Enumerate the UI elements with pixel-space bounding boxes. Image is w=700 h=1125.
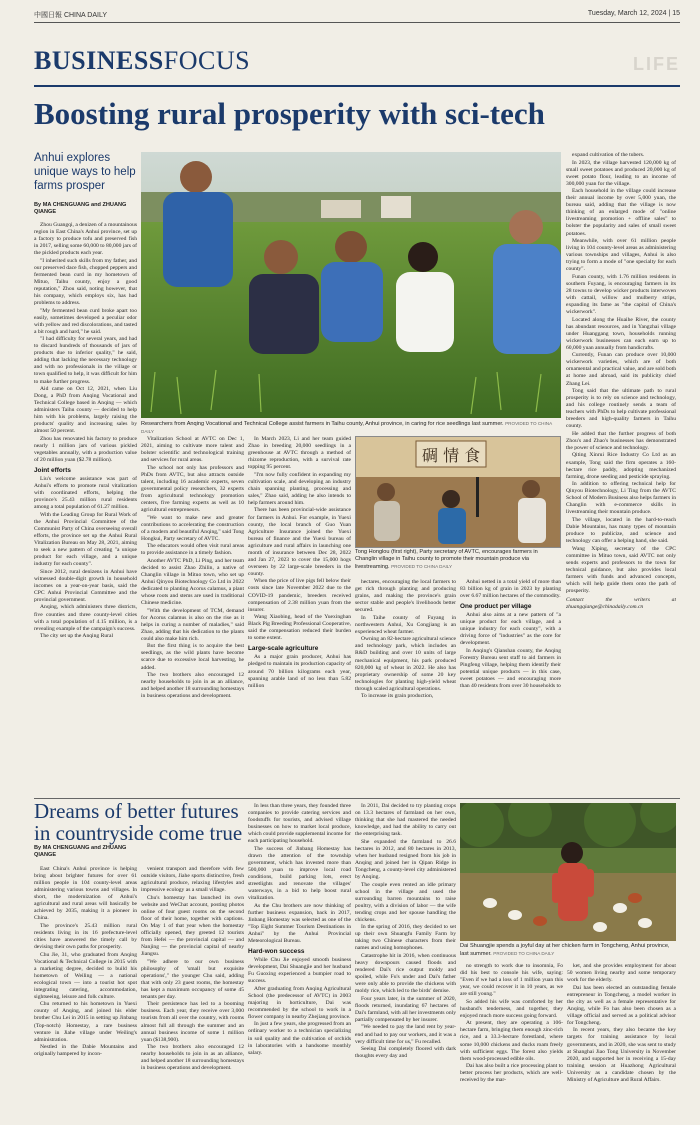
- story1-column-3: [248, 436, 351, 792]
- paragraph: Currently, Funan can produce over 10,000 wickerwork varieties, which are of both ornamental and practical value, and are sold both at home and abroad, said its publicity chief Zhang Lei.: [566, 352, 676, 387]
- paragraph: Dai has also built a rice processing plant to better process her products, which are well-received by the mar-: [460, 1063, 563, 1084]
- paragraph: The educators would often visit rural areas to provide assistance in a timely fashion.: [141, 543, 244, 557]
- story2-column-2: [141, 866, 244, 1120]
- paragraph: The two brothers also encouraged 12 nearby households to join in as an alliance, and helped another 18 surrounding homestays in business operations and development.: [141, 672, 244, 700]
- paragraph: Catastrophe hit in 2016, when continuous heavy downpours caused floods and rendered Dai's rice output moldy and spoiled, while Fu's under and Dai's father were only able to provide the chickens with moldy rice, which led to the birds' demise.: [355, 952, 456, 995]
- paragraph: Since 2012, rural denizens in Anhui have witnessed double-digit growth in household incomes on a year-on-year basis, said the CPC Anhui Provincial Committee and the provincial government.: [34, 568, 137, 603]
- paragraph: In just a few years, she progressed from an ordinary worker to a technician specializing in soil quality and the cultivation of orchids in laboratories with a handsome monthly salary.: [248, 1021, 351, 1056]
- photo3-caption: [460, 943, 676, 958]
- photo2-caption-text: Tong Honglou (first right), Party secretary of AVTC, encourages farmers in Changlin village in Taihu county to promote their mountain produce via livestreaming.: [355, 549, 538, 570]
- paragraph: Zhou has renovated his factory to produce nearly 1 million jars of various pickled vegetables annually, with a production value of 20 million yuan ($2.78 million).: [34, 435, 137, 464]
- story1-column-4: [355, 579, 456, 792]
- story2-column-3: [248, 803, 351, 1120]
- paragraph: In 2011, Dai decided to try planting crops on 13.3 hectares of farmland on her own, thinking that she had mastered the needed knowledge, and had the ability to carry out the enterprising task.: [355, 803, 456, 838]
- photo2-caption: [355, 549, 561, 571]
- paragraph: As a major grain producer, Anhui has pledged to maintain its production capacity of around 70 billion kilograms each year, spanning arable land of no less than 5.82 million: [248, 654, 351, 689]
- story2-column-5: [460, 963, 563, 1120]
- story2-headline: Dreams of better futures in countryside come true: [34, 799, 243, 846]
- paragraph: The village, located in the hard-to-reach Dabie Mountains, has many types of mountain produce to publicize, and science and technology can offer a helping hand, she said.: [566, 516, 676, 545]
- paragraph: Each household in the village could increase their annual income by over 5,000 yuan, the bureau said, adding that the village is now thinking of an enlarged mode of "online livestreaming promotion + offline sales" to bolster the popularity and sales of small sweet potatoes.: [566, 188, 676, 237]
- paragraph: Four years later, in the summer of 2020, floods returned, inundating 67 hectares of Dai's farmland, with all her investments only partially compensated by her insurer.: [355, 995, 456, 1023]
- section-title: [34, 48, 250, 74]
- paragraph: venient transport and therefore with few outside visitors, Jiahe sports distinctive, fresh agricultural produce, relaxing lifestyles and impressive ecology as a small village.: [141, 866, 244, 894]
- livestreaming-photo-art: [356, 437, 560, 547]
- paragraph: East China's Anhui province is helping bring about brighter futures for over 61 million people in 104 county-level areas administering various towns and villages. In short, the modernization of Anhui's agricultural and rural areas will basically be achieved by 2035, making it a pioneer in China.: [34, 866, 137, 922]
- section-focus: FOCUS: [163, 46, 251, 75]
- paragraph: Another AVTC PhD, Li Ping, and her team decided to assist Zhao Zhilin, a native of Changlin village in Mituo town, who set up Anhui Qinyou Biotechnology Co Ltd in 2022 dedicated to planting Acorus calamus, a plant whose roots and stems are used in traditional Chinese medicine.: [141, 557, 244, 607]
- paragraph: So added his wife was comforted by her husband's tenderness, and together, they enjoyed much more success going forward.: [460, 998, 563, 1019]
- photo2-credit: PROVIDED TO CHINA DAILY: [391, 564, 453, 569]
- paragraph: Seeing Dai completely floored with dark thoughts every day and: [355, 1046, 456, 1060]
- paragraph: "I had difficulty for several years, and had to discard hundreds of thousands of jars of products due to inferior quality," he said, adding that lacking the necessary technology and with no professionals in the village or town qualified to help, it was difficult for him to make further progress.: [34, 336, 137, 385]
- paragraph: Tong said that the ultimate path to rural prosperity is to rely on science and technology, and his college routinely sends a team of teachers with PhDs to help cultivate professional breeders and high-quality farmers in Taihu county.: [566, 388, 676, 430]
- subhead-joint-efforts: Joint efforts: [34, 467, 71, 475]
- paragraph: The success of Jinbang Homestay has drawn the attention of the township government, which has invested more than 500,000 yuan to improve local road conditions, build parking lots, erect streetlights and renovate the villages' waterways, in a bid to help boost rural vitalization.: [248, 845, 351, 902]
- story1-column-6: [566, 152, 676, 788]
- subhead-one-product-per-village: One product per village: [460, 603, 532, 611]
- story2-column-6: [567, 963, 676, 1120]
- paragraph: hectares, encouraging the local farmers to get rich through planting and producing grains, and making the province's grain sector stable and people's livelihoods better secured.: [355, 579, 456, 614]
- paragraph: Chu's homestay has launched its own website and WeChat account, posting photos online of four guest rooms on the second floor of their home, together with captions. On May 1 of that year when the homestay officially opened, they greeted 12 tourists from Hefei — the provincial capital — and Nanjing — the provincial capital of nearby Jiangsu.: [141, 894, 244, 958]
- photo3-credit: PROVIDED TO CHINA DAILY: [493, 951, 555, 956]
- paragraph: Owning an 82-hectare agricultural science and technology park, which includes an R&D building and over 10 units of large mechanical equipment, his park produced 820,000 kg of wheat in 2022. He also has proprietary ownership of some 20 key technologies for planting high-yield wheat through scaled agricultural operations.: [355, 636, 456, 692]
- paragraph: Wang Xiaobing, head of the Yuexinghan Black Pig Breeding Professional Cooperative, said the compensation reduced their burden to some extent.: [248, 614, 351, 642]
- paragraph: Anhui netted in a total yield of more than 83 billion kg of grain in 2023 by planting over 6.67 million hectares of the commodity.: [460, 579, 561, 600]
- story2-byline: By MA CHENGUANG and ZHUANG QIANGE: [34, 845, 127, 859]
- photo1-caption: [141, 420, 561, 436]
- paragraph: "My fermented bean curd broke apart too easily, sometimes developed a peculiar odor with yellow and red discolorations, and tasted a bit rough and hard," he said.: [34, 307, 137, 335]
- paragraph: Dai has been elected an outstanding female entrepreneur in Tongcheng, a model worker in the city as well as a female representative for Anqing, while Fo has also been chosen as a village official and served as a political advisor for Tongcheng.: [567, 984, 676, 1026]
- paragraph: "I'm now fully confident in expanding my cultivation scale, and developing an industry chain spanning planting, processing and sales," Zhao said, adding he also intends to help farmers around him.: [248, 471, 351, 506]
- paragraph: "We adhere to our own business philosophy of 'small but exquisite operations'," the younger Chu said, adding that with only 23 guest rooms, the homestay has kept a maximum occupancy of some 45 tenants per day.: [141, 958, 244, 1000]
- paragraph: The couple even rented an idle primary school in the village and used the surrounding barren mountains to raise poultry, with a division of labor — the wife tending crops and her spouse handling the chickens.: [355, 881, 456, 923]
- story1-headline: Boosting rural prosperity with sci-tech: [34, 96, 545, 131]
- story1-column-2: [141, 436, 244, 792]
- paragraph: In Taihe county of Fuyang in northwestern Anhui, Xu Congjiang is an experienced wheat farmer.: [355, 614, 456, 635]
- paragraph: Chu returned to his hometown in Yuexi county of Anqing, and joined his elder brother Chu Lei in 2015 in setting up Jinbang (Top-notch) Homestay, a rare business venture in Jiahe village under Weiling's administration.: [34, 1001, 137, 1043]
- date-page: Tuesday, March 12, 2024 | 15: [587, 10, 680, 17]
- shop-sign: 碉 情 食: [422, 446, 481, 465]
- paragraph: In recent years, they also became the key targets for training assistance by local governments, and in 2020, she was sent to study at Shanghai Jiao Tong University in November 2020, and supported her in receiving a 15-day training session at Huazhong Agricultural University as a candidate chosen by the Ministry of Agriculture and Rural Affairs.: [567, 1027, 676, 1083]
- paragraph: "We want to make new and greater contributions to accelerating the construction of a modern and beautiful Anqing," said Tong Hongkui, Party secretary of AVTC.: [141, 514, 244, 542]
- story1-deck: Anhui explores unique ways to help farms prosper: [34, 152, 136, 192]
- paragraph: In March 2023, Li and her team guided Zhao in breeding 20,000 seedlings in a greenhouse at AVTC through a method of rhizome reproduction, with a survival rate topping 95 percent.: [248, 436, 351, 471]
- paragraph: When the price of live pigs fell below their costs since late November 2022 due to the COVID-19 pandemic, breeders received compensation of 2.38 million yuan from the insurer.: [248, 578, 351, 613]
- paragraph: Meanwhile, with over 61 million people living in 104 county-level areas as administering various townships and villages, Anhui is also trying to form a mode of "one specialty for each county".: [566, 238, 676, 273]
- photo-livestreaming: [355, 436, 561, 548]
- paragraph: As the Chu brothers are now thinking of further business expansion, back in 2017, Jinbang Homestay was selected as one of the "Top Eight Summer Tourism Destinations in Anhui" by the Anhui Provincial Meteorological Bureau.: [248, 902, 351, 944]
- paragraph: At present, they are operating a 106-hectare farm, bringing them enough zinc-rich rice, and a 33.3-hectare forestland, where some 10,000 chickens and ducks roam freely with sufficient eggs. The forest also yields them wood-processed edible oils.: [460, 1020, 563, 1062]
- paragraph: Anhui also aims at a new pattern of "a unique product for each village, and a unique industry for each county", with a driving force of "industries" as the core for development.: [460, 612, 561, 647]
- paragraph: "We needed to pay the land rent by year-end and had to pay our workers, and it was a very difficult time for us," Fu recalled.: [355, 1024, 456, 1045]
- story2-column-4: [355, 803, 456, 1120]
- paragraph: In 2023, the village harvested 120,000 kg of small sweet potatoes and produced 20,000 kg of sweet potato flour, leading to an income of 300,000 yuan for the village.: [566, 159, 676, 187]
- paragraph: While Chu Jie enjoyed smooth business development, Dai Shuangjie and her husband Fu Guoxing experienced a bumpier road to success.: [248, 956, 351, 985]
- paragraph: But the first thing is to acquire the best seedlings, as the wild plants have become scarce due to excessive local harvesting, he added.: [141, 643, 244, 671]
- paragraph: She expanded the farmland to 26.6 hectares in 2012, and 80 hectares in 2013, when her husband resigned from his job in Anqing and joined her in Qipan Ridge in Tongcheng, a county-level city administered by Anqing.: [355, 838, 456, 880]
- paragraph: The school not only has professors and PhDs from AVTC, but also attracts outside talent, including 16 academic experts, seven governmental policy researchers, 32 experts from agricultural technology promotion centers, five farming experts as well as 10 agricultural entrepreneurs.: [141, 464, 244, 513]
- section-business: BUSINESS: [34, 46, 164, 75]
- paragraph: Nestled in the Dabie Mountains and originally hampered by incon-: [34, 1044, 137, 1058]
- paragraph: ket, and she provides employment for about 50 women living nearby and some temporary work for the elderly.: [567, 963, 676, 984]
- rice-field-photo-art: [141, 152, 561, 418]
- paragraph: Wang Xiping, secretary of the CPC committee in Mituo town, said AVTC not only sends experts and professors to the town for technical guidance, but also provides local farmers with funds and advanced concepts, which will help guide them onto the path of prosperity.: [566, 545, 676, 594]
- paragraph: In the spring of 2016, they decided to set up their own Shuangfu Family Farm by taking two Chinese characters from their names and using homophones.: [355, 924, 456, 952]
- paragraph: Anqing, which administers three districts, five counties and three county-level cities with a total population of 4.15 million, is a revealing example of the campaign's success.: [34, 604, 137, 632]
- photo-chicken-farm: [460, 803, 676, 941]
- paragraph: With the Leading Group for Rural Work of the Anhui Provincial Committee of the Communist Party of China overseeing overall efforts, the province set up the Anhui Rural Vitalization Bureau on May 28, 2021, aiming to seek a new pattern of creating "a unique product for each village, and a unique industry for each county".: [34, 511, 137, 568]
- paragraph: He added that the further progress of both Zhou's and Zhao's businesses has demonstrated the power of science and technology.: [566, 430, 676, 451]
- paragraph: To increase its grain production,: [361, 693, 434, 700]
- paragraph: Liu's welcome assistance was part of Anhui's efforts to promote rural vitalization with coordinated efforts, helping the province's 25.43 million rural residents among a total population of 61.27 million.: [34, 476, 137, 511]
- paragraph: Aid came on Oct 12, 2021, when Liu Dong, a PhD from Anqing Vocational and Technical College based in Anqing — which administers Taihu county — decided to help him with his problems, largely raising the products' quality and increasing sales by almost 50 percent.: [34, 386, 137, 435]
- paragraph: "I inherited such skills from my father, and our preserved dace fish, chopped peppers and fermented bean curd in my hometown of Mituo, Taihu county, enjoy a good reputation," Zhou said, noting however, that his company, which employs six, has had problems to address.: [34, 257, 137, 307]
- paragraph: There has been provincial-wide assistance for farmers in Anhui. For example, in Yuexi county, the local branch of Guo Yuan Agriculture Insurance joined the Yuexi bureau of finance and the Yuexi bureau of agriculture and rural affairs in launching one month of insurance between Dec 28, 2022 and Jan 27, 2023 to cover the 15,000 hogs overseen by 22 large-scale breeders in the county.: [248, 507, 351, 577]
- paragraph: Zhou Guangqi, a denizen of a mountainous region in East China's Anhui province, set up a factory to produce tofu and preserved fish in 2017, selling some 60,000 to 80,000 jars of the pickled products each year.: [34, 222, 137, 257]
- paragraph: "With the development of TCM, demand for Acorus calamus is also on the rise as it helps in curing a number of maladies," said Zhao, adding that his dedication to the plants could also make him rich.: [141, 607, 244, 642]
- photo3-caption-text: Dai Shuangjie spends a joyful day at her chicken farm in Tongcheng, Anhui province, last summer.: [460, 943, 670, 957]
- contact-line: Contact the writers at zhuangqiange@chinadaily.com.cn: [566, 596, 676, 610]
- subhead-large-scale-agriculture: Large-scale agriculture: [248, 645, 319, 653]
- photo1-credit: PROVIDED TO CHINA DAILY: [141, 421, 552, 434]
- chicken-farm-photo-art: [460, 803, 676, 941]
- story1-column-5: [460, 579, 561, 792]
- adjacent-page-ghost: LIFE: [633, 54, 680, 74]
- paragraph: The two brothers also encouraged 12 nearby households to join in as an alliance, and helped another 18 surrounding homestays in business operations and development.: [141, 1044, 244, 1072]
- paper-name: 中國日報 CHINA DAILY: [34, 12, 107, 19]
- paragraph: Qiting Xinrui Rice Industry Co Ltd as an example, Tong said the firm operates a 160-hectare rice paddy, adopting mechanized farming, drone seeding and pesticide spraying.: [566, 452, 676, 480]
- paragraph: In Anqing's Qianshan county, the Anqing Forestry Bureau sent staff to aid farmers in Pingfeng village, helping them identify their potential unique products — in this case, sweet potatoes — and encouraging more than 40 residents from over 30 households to: [460, 647, 561, 690]
- paragraph: After graduating from Anqing Agricultural School (the predecessor of AVTC) in 2003 majoring in horticulture, Dai was recommended by the school to work in a flower company in nearby Zhejiang province.: [248, 985, 351, 1020]
- paragraph: no strength to work due to insomnia, Fo did his best to console his wife, saying: "Even if we had a loss of 1 million yuan this year, we could recover it in 10 years, as we are still young.": [460, 963, 563, 998]
- paragraph: Vitalization School at AVTC on Dec 1, 2021, aiming to cultivate more talent and bolster scientific and technological training and services for rural areas.: [141, 436, 244, 464]
- subhead-hard-won-success: Hard-won success: [248, 947, 305, 955]
- top-rule: [34, 22, 680, 23]
- section-rule: [34, 85, 680, 87]
- story1-column-1: [34, 222, 137, 792]
- paragraph: Their persistence has led to a booming business. Each year, they receive over 3,000 tourists from all over the country, with rooms almost full all through the summer and an annual business income of some 1 million yuan ($138,900).: [141, 1001, 244, 1043]
- paragraph: The province's 25.43 million rural residents living in its 16 prefecture-level cities have answered the timely call by devising their own paths for prosperity.: [34, 922, 137, 951]
- photo-rice-seedlings: [141, 152, 561, 418]
- paragraph: expand cultivation of the tubers.: [572, 152, 645, 158]
- paragraph: The city set up the Anqing Rural: [40, 633, 114, 640]
- paragraph: Funan county, with 1.76 million residents in southern Fuyang, is encouraging farmers in its 28 towns to develop wicker products interwoven with cattail, willow and mulberry strips, expanding its fame as "the capital of China's wickerwork".: [566, 273, 676, 316]
- paragraph: Chu Jie, 31, who graduated from Anqing Vocational & Technical College in 2015 with a marketing degree, decided to build his hometown of Weiling — a national ecological town — into a tourist hot spot integrating catering, accommodation, sightseeing, leisure and folk culture.: [34, 951, 137, 1000]
- paragraph: Located along the Huaihe River, the county has abundant resources, and in Yangzhai village under Huanggang town, households running wickerwork businesses can each earn up to 60,000 yuan annually from handicrafts.: [566, 316, 676, 351]
- photo1-caption-text: Researchers from Anqing Vocational and Technical College assist farmers in Taihu county, Anhui province, in caring for rice seedlings last summer.: [141, 421, 504, 427]
- story2-column-1: [34, 866, 137, 1120]
- paragraph: In addition to offering technical help for Qinyou Biotechnology, Li Ting from the AVTC School of Modern Business also helps farmers in Changlin with e-commerce skills in livestreaming their mountain produce.: [566, 481, 676, 516]
- story1-byline: By MA CHENGUANG and ZHUANG QIANGE: [34, 202, 127, 216]
- paragraph: In less than three years, they founded three companies to provide catering services and foodstuffs for tourists, and advised village businesses on how to market local produce, which could provide supplemental income for each participating household.: [248, 803, 351, 845]
